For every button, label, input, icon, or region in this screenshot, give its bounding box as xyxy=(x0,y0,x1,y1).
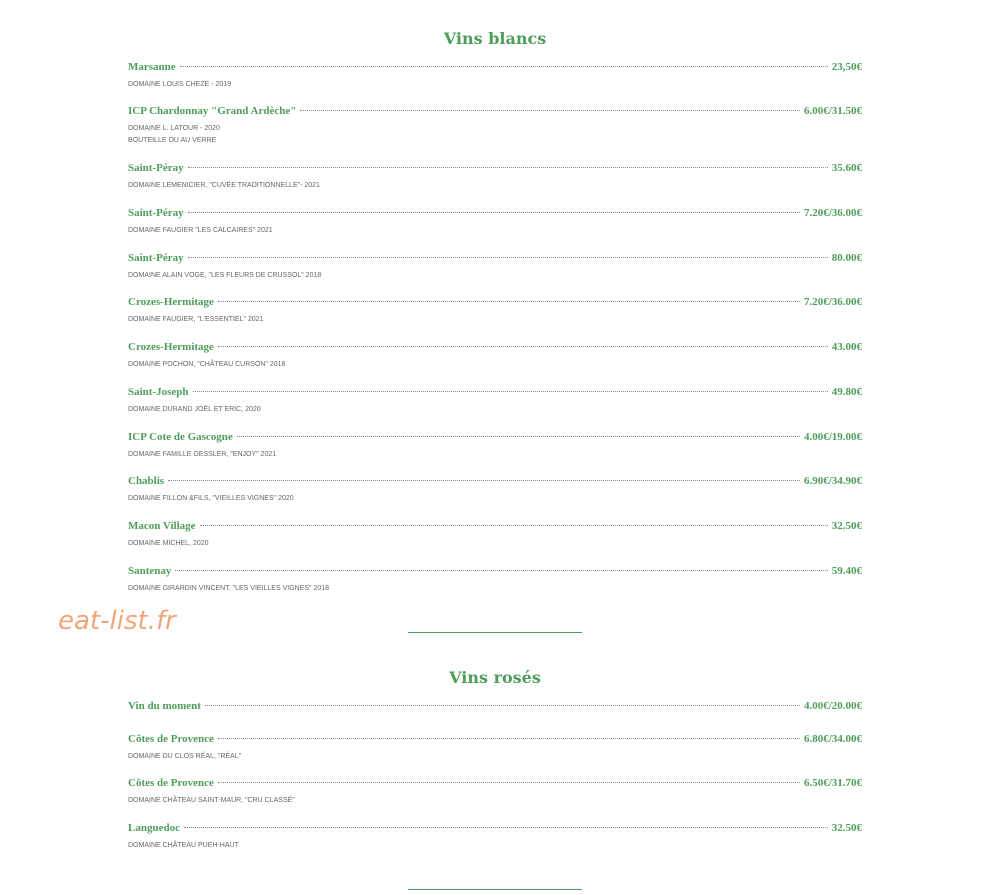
dotted-leader xyxy=(188,212,800,213)
wine-description xyxy=(128,359,862,371)
wine-name: Saint-Péray xyxy=(128,162,184,174)
wine-item xyxy=(128,295,862,326)
dotted-leader xyxy=(218,301,800,302)
dotted-leader xyxy=(237,436,800,437)
wine-name: Languedoc xyxy=(128,822,180,834)
wine-item xyxy=(128,776,862,807)
wine-item-line xyxy=(128,732,862,746)
wine-description xyxy=(128,449,862,461)
wine-name: Côtes de Provence xyxy=(128,777,214,789)
wine-price: 6.80€/34.00€ xyxy=(803,733,862,745)
wine-item xyxy=(128,60,862,91)
wine-item-line xyxy=(128,699,862,713)
wine-item-line xyxy=(128,60,862,74)
wine-item-line xyxy=(128,104,862,118)
wine-name: Vin du moment xyxy=(128,700,201,712)
wine-description-line: DOMAINE GIRARDIN VINCENT, "LES VIEILLES VIGNES" 2018 xyxy=(128,585,330,592)
wine-name: Saint-Péray xyxy=(128,207,184,219)
wine-description xyxy=(128,225,862,237)
wine-name: Saint-Joseph xyxy=(128,386,189,398)
wine-item-line xyxy=(128,474,862,488)
wine-description xyxy=(128,270,862,282)
wine-price: 43.00€ xyxy=(831,341,862,353)
wine-description xyxy=(128,180,862,192)
wine-description xyxy=(128,795,862,807)
wine-price: 4.00€/19.00€ xyxy=(803,431,862,443)
wine-item xyxy=(128,564,862,595)
wine-price: 7.20€/36.00€ xyxy=(803,296,862,308)
wine-price: 32.50€ xyxy=(831,520,862,532)
wine-description-line: DOMAINE POCHON, "CHÂTEAU CURSON" 2018 xyxy=(128,361,286,368)
wine-description xyxy=(128,79,862,91)
wine-item-line xyxy=(128,161,862,175)
wine-description xyxy=(128,751,862,763)
dotted-leader xyxy=(193,391,828,392)
wine-name: ICP Chardonnay "Grand Ardèche" xyxy=(128,105,297,117)
wine-price: 6.90€/34.90€ xyxy=(803,475,862,487)
wine-description xyxy=(128,493,862,505)
wine-item xyxy=(128,251,862,282)
wine-name: Côtes de Provence xyxy=(128,733,214,745)
wine-description-line: DOMAINE DURAND JOËL ET ERIC, 2020 xyxy=(128,406,261,413)
dotted-leader xyxy=(188,257,828,258)
section-title-vins-roses: Vins rosés xyxy=(449,668,541,687)
wine-item xyxy=(128,732,862,763)
wine-item-line xyxy=(128,206,862,220)
wine-item xyxy=(128,430,862,461)
wine-description xyxy=(128,538,862,550)
wine-name: Marsanne xyxy=(128,61,176,73)
wine-item xyxy=(128,474,862,505)
wine-name: Crozes-Hermitage xyxy=(128,296,214,308)
wine-item xyxy=(128,340,862,371)
wine-price: 59.40€ xyxy=(831,565,862,577)
wine-description-line: DOMAINE ALAIN VOGE, "LES FLEURS DE CRUSSOL" 2018 xyxy=(128,272,322,279)
wine-price: 80.00€ xyxy=(831,252,862,264)
dotted-leader xyxy=(200,525,828,526)
dotted-leader xyxy=(218,782,800,783)
wine-item xyxy=(128,161,862,192)
wine-item-line xyxy=(128,385,862,399)
dotted-leader xyxy=(218,738,800,739)
dotted-leader xyxy=(300,110,800,111)
wine-description xyxy=(128,840,862,852)
wine-item-line xyxy=(128,430,862,444)
wine-item-line xyxy=(128,519,862,533)
wine-description-line: DOMAINE FAUGIER, "L'ESSENTIEL" 2021 xyxy=(128,316,264,323)
wine-description-line: DOMAINE DU CLOS RÉAL, "RÉAL" xyxy=(128,753,242,760)
wine-price: 35.60€ xyxy=(831,162,862,174)
dotted-leader xyxy=(184,827,828,828)
wine-name: ICP Cote de Gascogne xyxy=(128,431,233,443)
wine-description-line: DOMAINE MICHEL, 2020 xyxy=(128,540,209,547)
wine-description xyxy=(128,583,862,595)
watermark: eat-list.fr xyxy=(58,606,176,636)
wine-item xyxy=(128,699,862,713)
wine-price: 23,50€ xyxy=(831,61,862,73)
wine-item-line xyxy=(128,776,862,790)
wine-item xyxy=(128,385,862,416)
wine-price: 6.50€/31.70€ xyxy=(803,777,862,789)
wine-item xyxy=(128,104,862,147)
dotted-leader xyxy=(180,66,828,67)
wine-name: Macon Village xyxy=(128,520,196,532)
dotted-leader xyxy=(168,480,800,481)
wine-description-line: DOMAINE LEMENICIER, "CUVÉE TRADITIONNELLE"- 2021 xyxy=(128,182,320,189)
wine-description-line: DOMAINE FILLON &FILS, "VIEILLES VIGNES" 2020 xyxy=(128,495,294,502)
wine-name: Chablis xyxy=(128,475,165,487)
wine-price: 7.20€/36.00€ xyxy=(803,207,862,219)
wine-name: Saint-Péray xyxy=(128,252,184,264)
wine-description-line: DOMAINE CHÂTEAU PUEH-HAUT xyxy=(128,842,239,849)
wine-description-line: DOMAINE CHÂTEAU SAINT-MAUR, "CRU CLASSÉ" xyxy=(128,797,295,804)
section-divider xyxy=(408,889,582,890)
wine-item xyxy=(128,206,862,237)
wine-description xyxy=(128,123,862,147)
wine-description-line: DOMAINE LOUIS CHEZE - 2019 xyxy=(128,81,232,88)
dotted-leader xyxy=(175,570,827,571)
dotted-leader xyxy=(188,167,828,168)
dotted-leader xyxy=(218,346,828,347)
section-divider xyxy=(408,632,582,633)
wine-description-line: DOMAINE L. LATOUR - 2020 xyxy=(128,125,220,132)
dotted-leader xyxy=(205,705,800,706)
wine-item xyxy=(128,519,862,550)
wine-name: Crozes-Hermitage xyxy=(128,341,214,353)
wine-description xyxy=(128,314,862,326)
wine-name: Santenay xyxy=(128,565,172,577)
wine-item-line xyxy=(128,251,862,265)
wine-item-line xyxy=(128,821,862,835)
wine-description-line: BOUTEILLE OU AU VERRE xyxy=(128,137,217,144)
wine-item-line xyxy=(128,295,862,309)
wine-item-line xyxy=(128,564,862,578)
wine-description-line: DOMAINE FAUGIER "LES CALCAIRES" 2021 xyxy=(128,227,273,234)
wine-price: 32.50€ xyxy=(831,822,862,834)
wine-price: 49.80€ xyxy=(831,386,862,398)
section-title-vins-blancs: Vins blancs xyxy=(443,29,547,48)
wine-price: 4.00€/20.00€ xyxy=(803,700,862,712)
wine-description xyxy=(128,404,862,416)
wine-description-line: DOMAINE FAMILLE GESSLER, "ENJOY" 2021 xyxy=(128,451,277,458)
wine-item xyxy=(128,821,862,852)
wine-price: 6.00€/31.50€ xyxy=(803,105,862,117)
wine-item-line xyxy=(128,340,862,354)
